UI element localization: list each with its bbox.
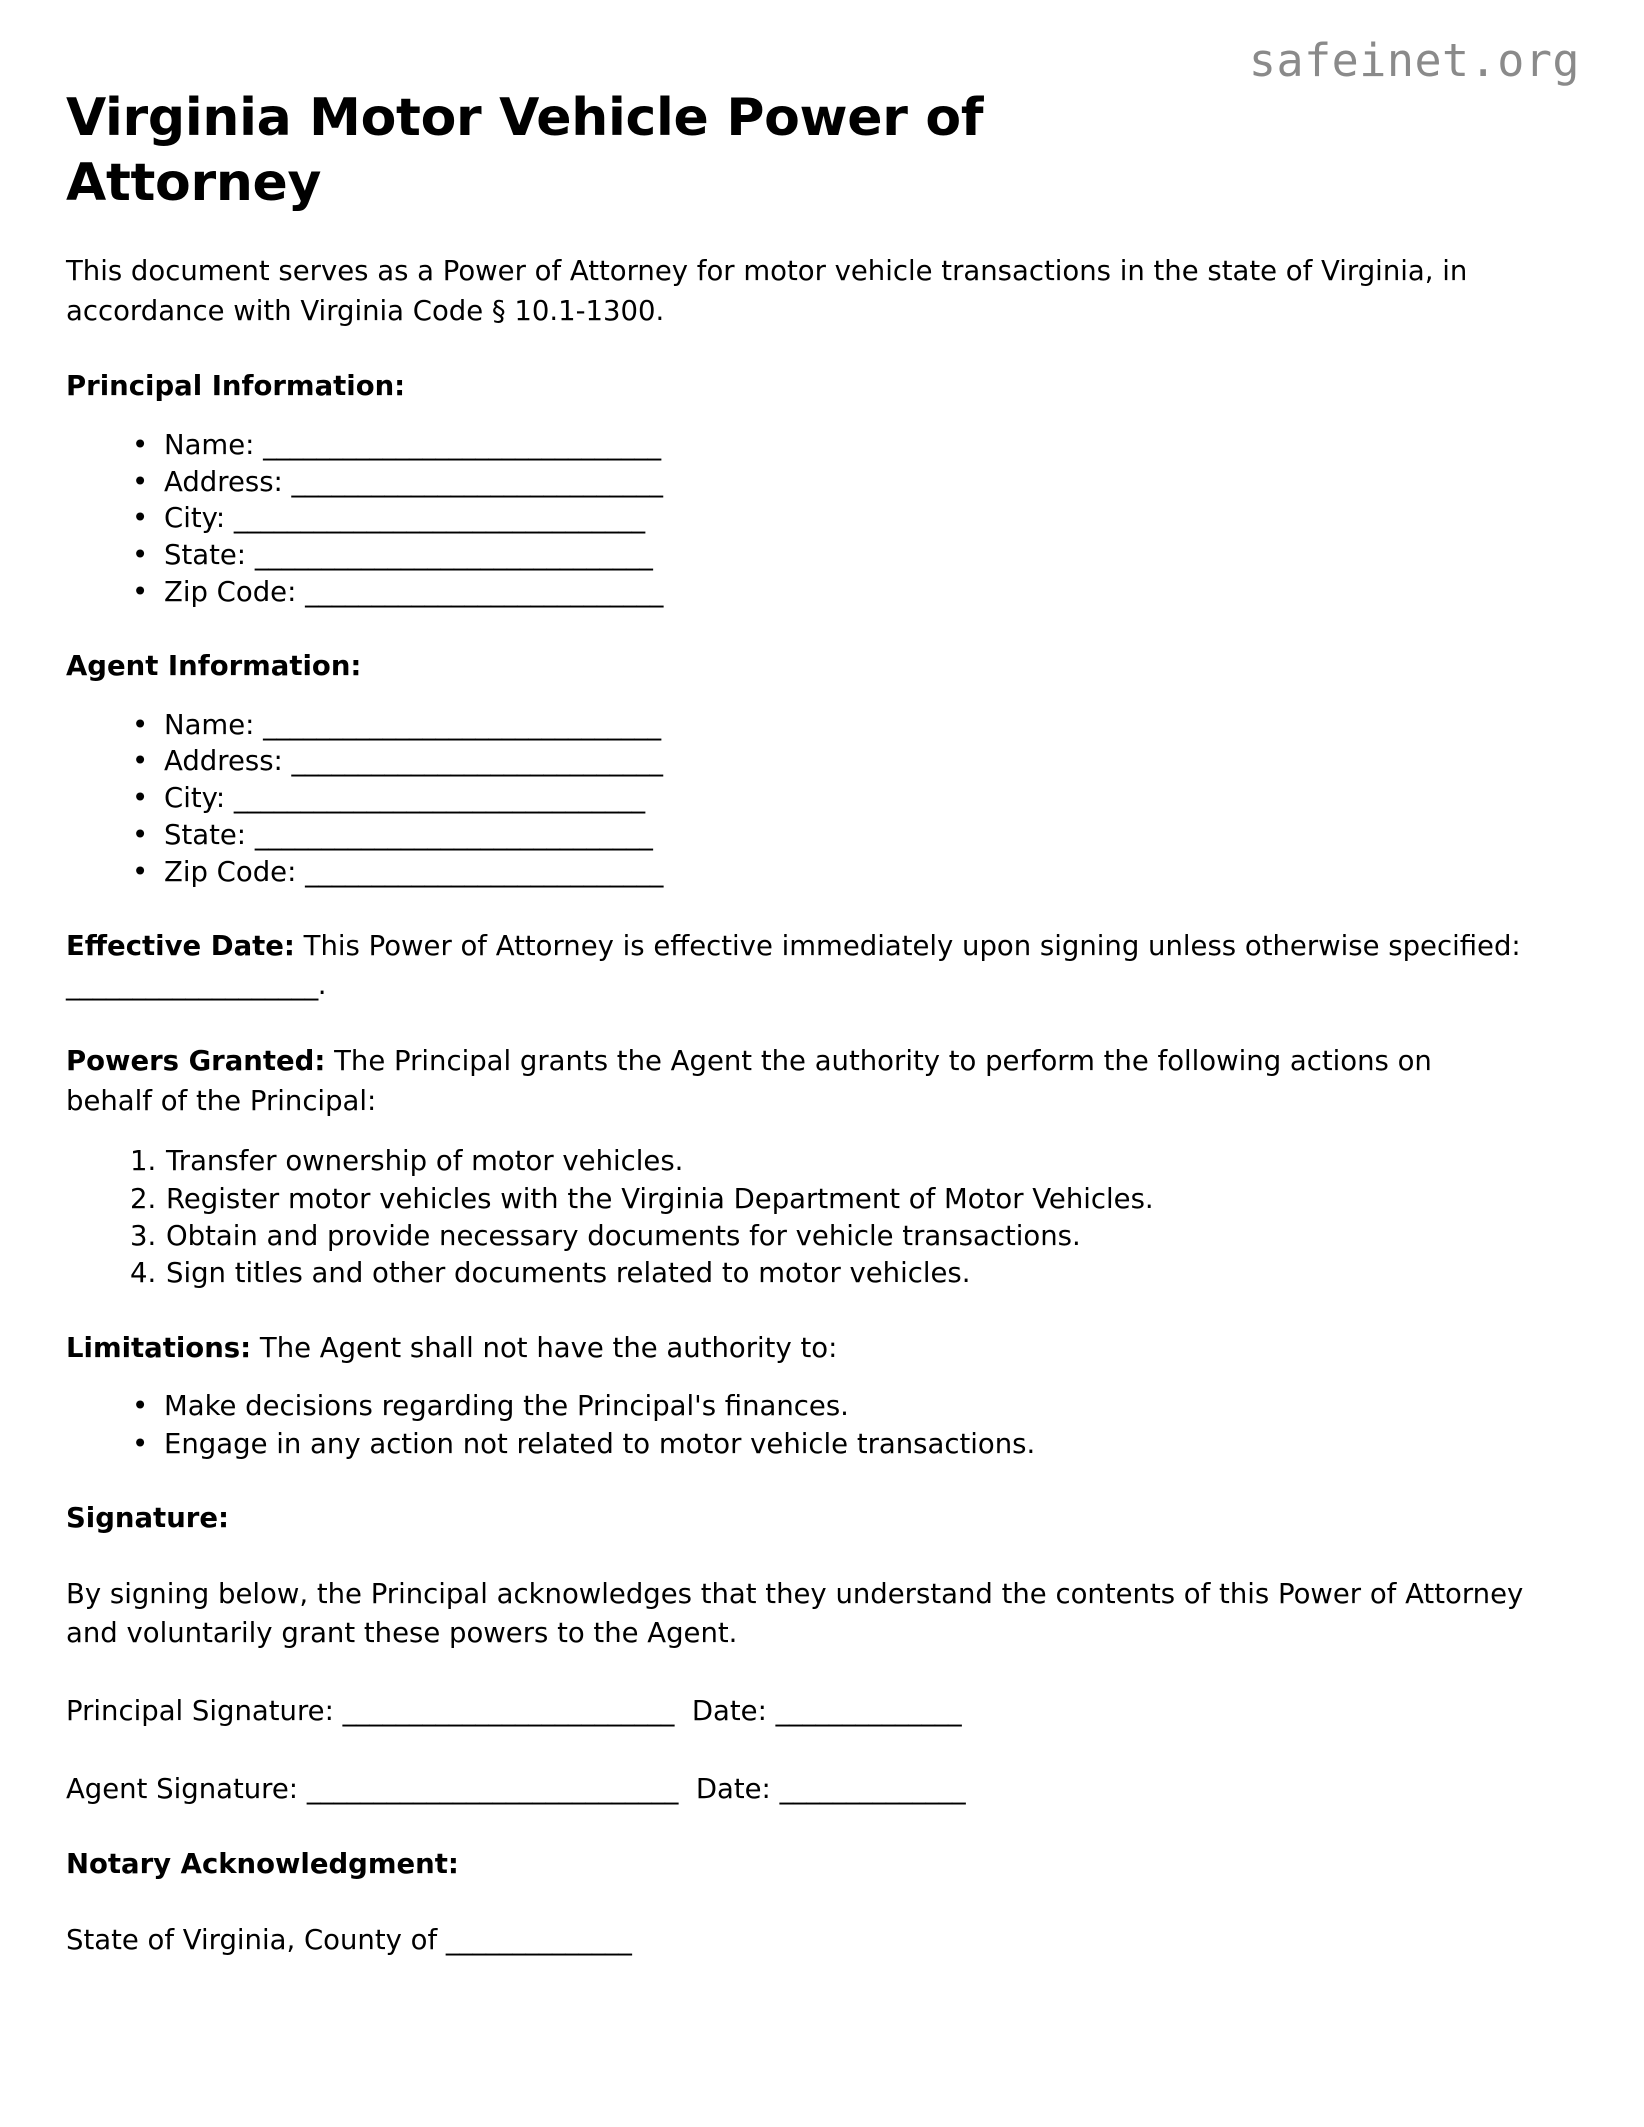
field-blank[interactable]: ______________________________	[254, 539, 653, 572]
list-item	[164, 537, 1580, 574]
list-item	[164, 780, 1580, 817]
principal-signature-label: Principal Signature:	[66, 1694, 334, 1727]
field-label: City:	[164, 502, 226, 535]
field-blank[interactable]: _______________________________	[233, 782, 645, 815]
field-blank[interactable]: ___________________________	[305, 855, 663, 888]
page-title: Virginia Motor Vehicle Power of Attorney	[66, 88, 984, 213]
signature-acknowledgement: By signing below, the Principal acknowledges that they understand the contents of this Power of Attorney and voluntarily grant these powers to the Agent.	[66, 1577, 1524, 1650]
list-item	[164, 427, 1580, 464]
limitations-text: The Agent shall not have the authority to:	[251, 1331, 838, 1364]
agent-date-label: Date:	[695, 1772, 771, 1805]
principal-date-blank[interactable]: ______________	[775, 1694, 962, 1727]
list-item	[164, 500, 1580, 537]
effective-date-label: Effective Date:	[66, 929, 295, 962]
list-item: Transfer ownership of motor vehicles.	[166, 1145, 684, 1178]
powers-granted-paragraph	[66, 1006, 1526, 1121]
list-item: Obtain and provide necessary documents for vehicle transactions.	[166, 1219, 1081, 1252]
notary-acknowledgment-heading: Notary Acknowledgment:	[66, 1848, 459, 1881]
limitations-list	[66, 1368, 1580, 1463]
limitations-paragraph	[66, 1293, 1526, 1369]
field-label: Address:	[164, 745, 283, 778]
list-item: • Make decisions regarding the Principal's finances.	[164, 1388, 1580, 1425]
notary-state-county-row	[66, 1885, 1580, 1961]
list-item: • Engage in any action not related to motor vehicle transactions.	[164, 1426, 1580, 1463]
field-label: Zip Code:	[164, 855, 297, 888]
field-blank[interactable]: ______________________________	[263, 428, 661, 461]
field-blank[interactable]: ______________________________	[263, 708, 661, 741]
field-blank[interactable]: ____________________________	[291, 465, 663, 498]
field-label: Zip Code:	[164, 576, 297, 609]
principal-date-label: Date:	[691, 1694, 767, 1727]
list-item: Register motor vehicles with the Virginia Department of Motor Vehicles.	[166, 1182, 1154, 1215]
field-label: City:	[164, 782, 226, 815]
list-item	[164, 743, 1580, 780]
agent-date-blank[interactable]: ______________	[779, 1772, 966, 1805]
field-label: Name:	[164, 428, 255, 461]
list-item	[164, 464, 1580, 501]
notary-state-text: State of Virginia, County of	[66, 1923, 446, 1956]
field-label: State:	[164, 539, 247, 572]
notary-county-blank[interactable]: ______________	[445, 1923, 632, 1956]
site-watermark: safeinet.org	[1248, 34, 1580, 87]
agent-information-heading: Agent Information:	[66, 650, 362, 682]
field-label: Address:	[164, 465, 283, 498]
limitations-label: Limitations:	[66, 1331, 252, 1364]
principal-information-heading: Principal Information:	[66, 370, 406, 403]
agent-signature-blank[interactable]: ____________________________	[306, 1772, 678, 1805]
list-item	[164, 574, 1580, 611]
signature-heading: Signature:	[66, 1502, 229, 1535]
intro-paragraph: This document serves as a Power of Attorney for motor vehicle transactions in the state of Virginia, in accordance with Virginia Code § 10.1-1300.	[66, 255, 1468, 327]
list-item: Sign titles and other documents related to motor vehicles.	[166, 1257, 971, 1290]
effective-date-period: .	[317, 969, 327, 1002]
list-item	[164, 707, 1580, 744]
field-blank[interactable]: ____________________________	[291, 745, 663, 778]
principal-signature-blank[interactable]: _________________________	[342, 1694, 674, 1727]
agent-information-list	[66, 687, 1580, 891]
agent-signature-label: Agent Signature:	[66, 1772, 299, 1805]
field-label: Name:	[164, 708, 255, 741]
effective-date-paragraph	[66, 891, 1526, 1006]
powers-granted-text: The Principal grants the Agent the authority to perform the following actions on behalf of the Principal:	[66, 1045, 1432, 1117]
principal-information-list	[66, 407, 1580, 611]
field-blank[interactable]: ______________________________	[254, 819, 653, 852]
field-blank[interactable]: ___________________________	[305, 576, 663, 609]
powers-granted-label: Powers Granted:	[66, 1045, 326, 1077]
effective-date-text: This Power of Attorney is effective immediately upon signing unless otherwise specified:	[294, 929, 1521, 962]
effective-date-blank[interactable]: ___________________	[66, 969, 318, 1002]
list-item	[164, 854, 1580, 891]
powers-granted-list	[66, 1121, 1580, 1293]
principal-signature-row	[66, 1654, 1580, 1732]
field-blank[interactable]: _______________________________	[233, 502, 645, 535]
field-label: State:	[164, 819, 247, 852]
list-item	[164, 817, 1580, 854]
agent-signature-row	[66, 1732, 1580, 1810]
